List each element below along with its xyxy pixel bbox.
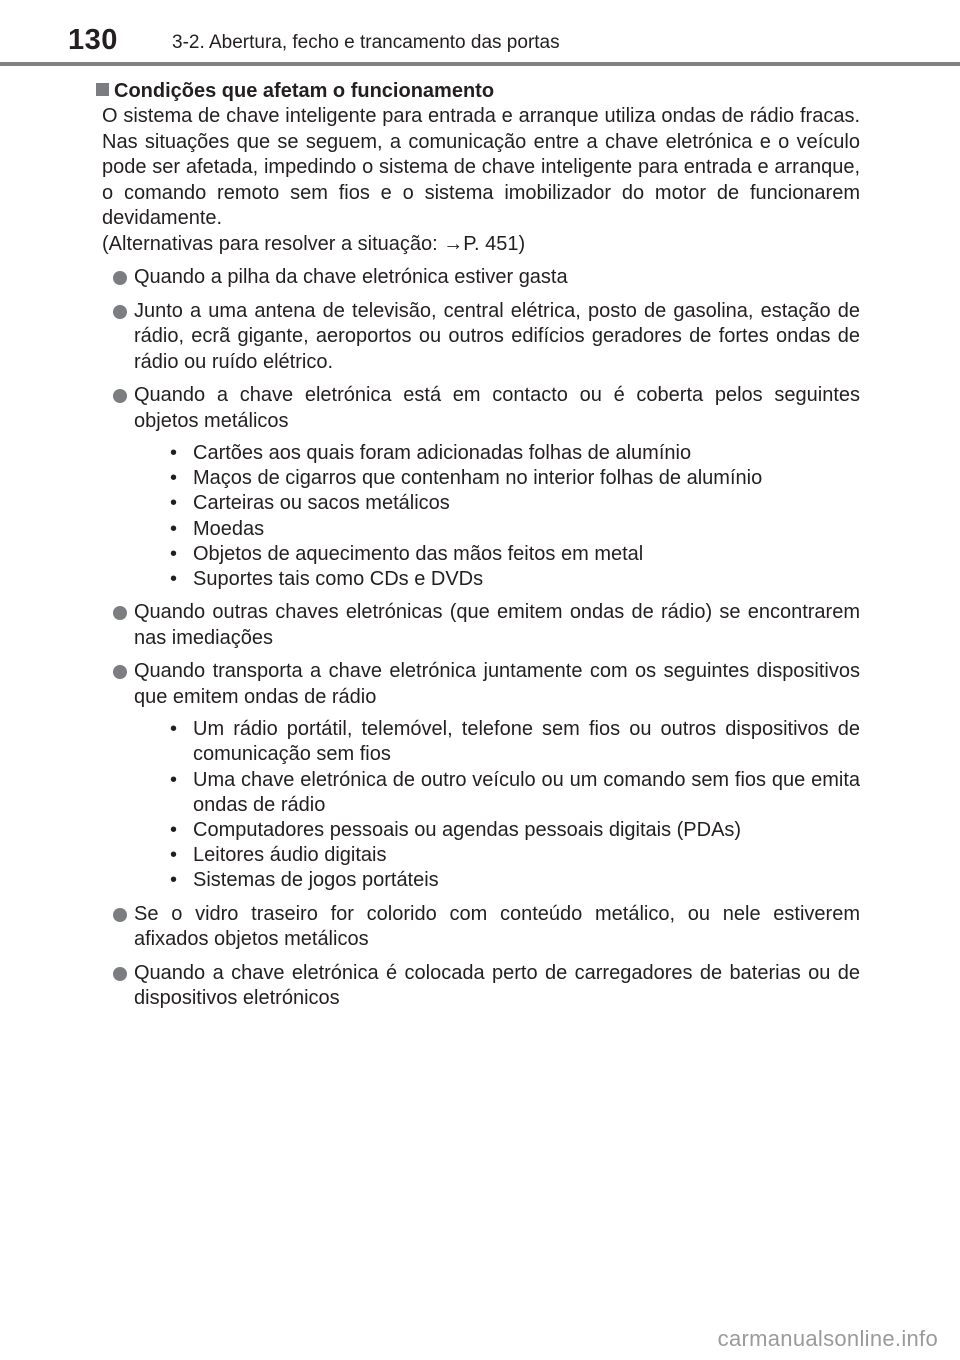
bullet-icon: • (170, 517, 178, 540)
condition-item (96, 659, 860, 893)
condition-item (96, 902, 860, 953)
sub-list-item-text: Leitores áudio digitais (193, 844, 387, 867)
condition-item-text: Quando a chave eletrónica é colocada perto de carregadores de baterias ou de dispositivos eletrónicos (134, 961, 860, 1010)
sub-list-item-text: Sistemas de jogos portáteis (193, 869, 439, 892)
page-header (0, 0, 960, 66)
sub-list-item-text: Maços de cigarros que contenham no interior folhas de alumínio (193, 467, 763, 490)
sub-list-item-text: Uma chave eletrónica de outro veículo ou um comando sem fios que emita ondas de rádio (193, 768, 860, 816)
sub-list-item (134, 818, 860, 843)
condition-list (96, 265, 860, 1012)
sub-list-item-text: Cartões aos quais foram adicionadas folhas de alumínio (193, 442, 692, 464)
circle-bullet-icon (113, 305, 127, 319)
section-heading (96, 78, 860, 104)
sub-list (134, 717, 860, 893)
circle-bullet-icon (113, 606, 127, 620)
sub-list-item (134, 868, 860, 893)
sub-list-item (134, 843, 860, 868)
sub-list-item-text: Um rádio portátil, telemóvel, telefone sem fios ou outros dispositivos de comunicação sem fios (193, 718, 860, 766)
condition-item-text: Quando a pilha da chave eletrónica estiver gasta (134, 266, 568, 288)
sub-list-item (134, 768, 860, 818)
circle-bullet-icon (113, 908, 127, 922)
condition-item-text: Junto a uma antena de televisão, central elétrica, posto de gasolina, estação de rádio, ecrã gigante, aeroportos ou outros edifícios geradores de fortes ondas de rádio ou ruído elétrico. (134, 299, 860, 373)
condition-item (96, 299, 860, 376)
condition-item-text: Quando transporta a chave eletrónica juntamente com os seguintes dispositivos que emitem ondas de rádio (134, 660, 860, 708)
intro-paragraph: O sistema de chave inteligente para entrada e arranque utiliza ondas de rádio fracas. Nas situações que se seguem, a comunicação entre a chave eletrónica e o veículo pode ser afetada, impedindo o sistema de chave inteligente para entrada e arranque, o comando remoto sem fios e o sistema imobilizador do motor de funcionarem devidamente. (102, 105, 860, 229)
bullet-icon: • (170, 542, 178, 565)
sub-list-item (134, 567, 860, 592)
sub-list-item-text: Objetos de aquecimento das mãos feitos em metal (193, 542, 644, 565)
bullet-icon: • (170, 844, 178, 867)
bullet-icon: • (170, 492, 178, 515)
section-heading-text: Condições que afetam o funcionamento (114, 80, 495, 102)
condition-item (96, 265, 860, 291)
sub-list-item-text: Suportes tais como CDs e DVDs (193, 568, 484, 591)
condition-item (96, 383, 860, 592)
sub-list-item (134, 466, 860, 491)
circle-bullet-icon (113, 389, 127, 403)
condition-item (96, 600, 860, 651)
bullet-icon: • (170, 442, 178, 464)
sub-list-item (134, 441, 860, 466)
square-bullet-icon (96, 83, 109, 96)
page-number: 130 (68, 24, 118, 56)
sub-list-item-text: Moedas (193, 517, 265, 540)
circle-bullet-icon (113, 271, 127, 285)
sub-list-item-text: Computadores pessoais ou agendas pessoais digitais (PDAs) (193, 819, 742, 842)
sub-list-item (134, 491, 860, 516)
circle-bullet-icon (113, 967, 127, 981)
sub-list-item-text: Carteiras ou sacos metálicos (193, 492, 450, 515)
condition-item-text: Quando outras chaves eletrónicas (que emitem ondas de rádio) se encontrarem nas imediações (134, 601, 860, 649)
condition-item-text: Quando a chave eletrónica está em contacto ou é coberta pelos seguintes objetos metálicos (134, 384, 860, 432)
bullet-icon: • (170, 718, 178, 741)
bullet-icon: • (170, 768, 178, 791)
condition-item (96, 961, 860, 1012)
sub-list-item (134, 542, 860, 567)
watermark: carmanualsonline.info (717, 1326, 938, 1351)
section-title: 3-2. Abertura, fecho e trancamento das portas (172, 32, 560, 53)
page-content (96, 78, 860, 1012)
sub-list (134, 441, 860, 592)
bullet-icon: • (170, 467, 178, 490)
condition-item-text: Se o vidro traseiro for colorido com conteúdo metálico, ou nele estiverem afixados objetos metálicos (134, 902, 860, 951)
sub-list-item (134, 717, 860, 767)
header-rule (0, 62, 960, 66)
bullet-icon: • (170, 869, 178, 892)
sub-list-item (134, 517, 860, 542)
bullet-icon: • (170, 568, 178, 591)
intro-reference: (Alternativas para resolver a situação: →P. 451) (102, 232, 526, 255)
bullet-icon: • (170, 819, 178, 842)
circle-bullet-icon (113, 665, 127, 679)
